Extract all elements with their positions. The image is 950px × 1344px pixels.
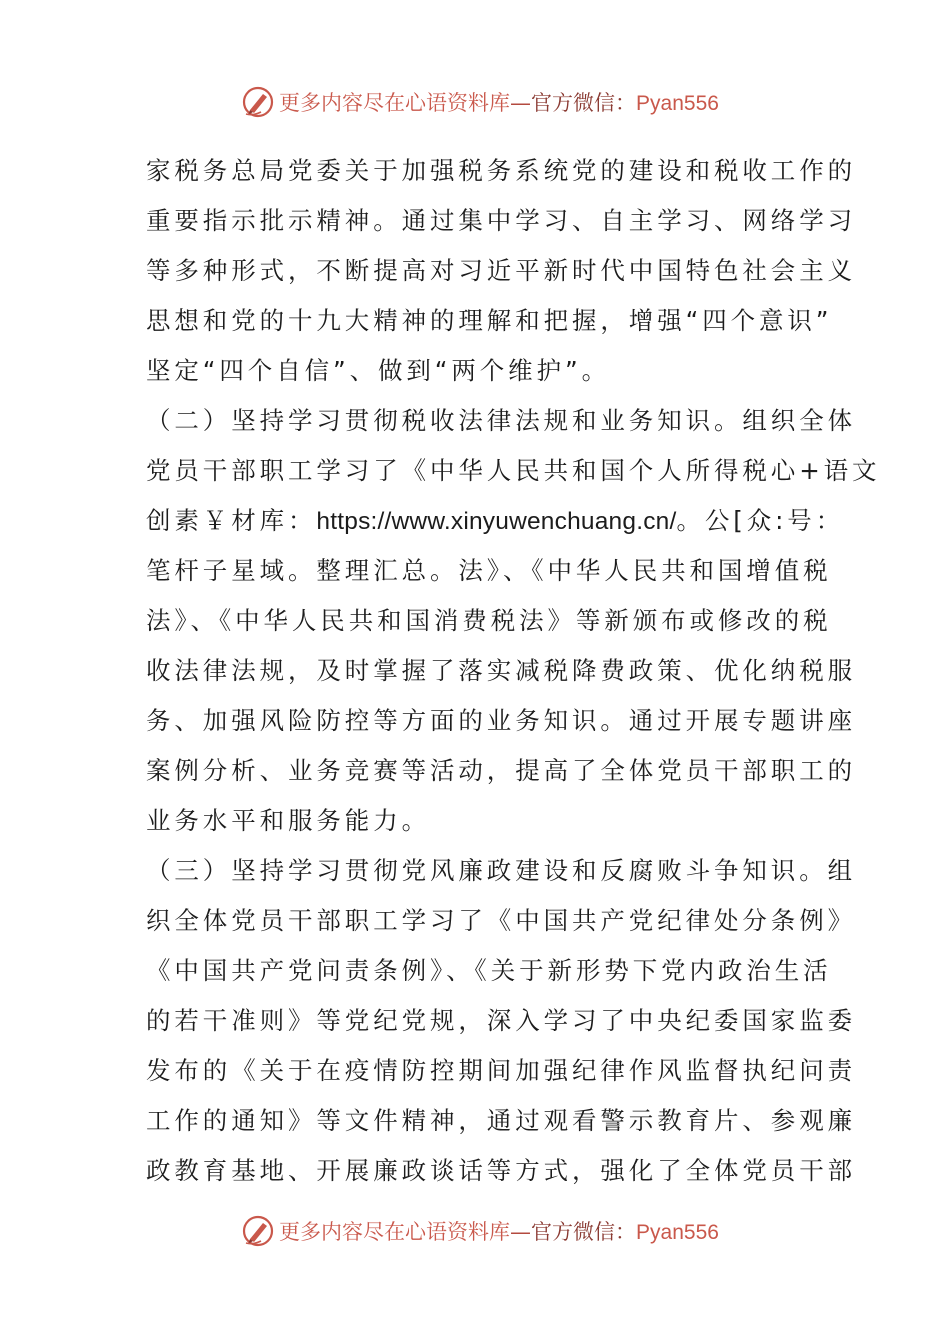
- text-line: 务、加强风险防控等方面的业务知识。通过开展专题讲座: [146, 706, 856, 735]
- text-line: 家税务总局党委关于加强税务系统党的建设和税收工作的: [146, 156, 856, 185]
- header-banner: [0, 82, 950, 122]
- website-link[interactable]: https://www.xinyuwenchuang.cn/: [316, 508, 677, 535]
- header-wechat-id: Pyan556: [636, 92, 719, 115]
- text-line: 党员干部职工学习了《中华人民共和国个人所得税心+语文: [146, 456, 881, 485]
- text-line: 思想和党的十九大精神的理解和把握，增强“四个意识”: [146, 306, 833, 335]
- text-line: 案例分析、业务竞赛等活动，提高了全体党员干部职工的: [146, 756, 856, 785]
- footer-banner: [0, 1211, 950, 1251]
- text-line: （二）坚持学习贯彻税收法律法规和业务知识。组织全体: [146, 406, 856, 435]
- text-line: 重要指示批示精神。通过集中学习、自主学习、网络学习: [146, 206, 856, 235]
- text-line: 政教育基地、开展廉政谈话等方式，强化了全体党员干部: [146, 1156, 856, 1185]
- document-body: [146, 146, 881, 1196]
- text-line: 业务水平和服务能力。: [146, 806, 430, 835]
- text-line: 《中国共产党问责条例》、《关于新形势下党内政治生活: [146, 956, 832, 985]
- footer-wechat-id: Pyan556: [636, 1221, 719, 1244]
- header-dash: —: [510, 91, 532, 115]
- text-line: 坚定“四个自信”、做到“两个维护”。: [146, 356, 610, 385]
- text-line: 笔杆子星域。整理汇总。法》、《中华人民共和国增值税: [146, 556, 832, 585]
- text-line: 收法律法规，及时掌握了落实减税降费政策、优化纳税服: [146, 656, 856, 685]
- text-line: 的若干准则》等党纪党规，深入学习了中央纪委国家监委: [146, 1006, 856, 1035]
- pen-logo-icon: [241, 1214, 275, 1248]
- footer-wechat-label: 官方微信：: [531, 1220, 637, 1244]
- text-line: 织全体党员干部职工学习了《中国共产党纪律处分条例》: [146, 906, 856, 935]
- pen-logo-icon: [241, 85, 275, 119]
- text-line-with-url: [146, 496, 845, 546]
- text-segment: 。公[众:号：: [676, 506, 845, 535]
- text-segment: 创素￥材库：: [146, 506, 317, 535]
- footer-slogan: 更多内容尽在心语资料库: [279, 1220, 511, 1244]
- text-line: 法》、《中华人民共和国消费税法》等新颁布或修改的税: [146, 606, 832, 635]
- text-line: （三）坚持学习贯彻党风廉政建设和反腐败斗争知识。组: [146, 856, 856, 885]
- text-line: 等多种形式，不断提高对习近平新时代中国特色社会主义: [146, 256, 856, 285]
- text-line: 发布的《关于在疫情防控期间加强纪律作风监督执纪问责: [146, 1056, 856, 1085]
- text-line: 工作的通知》等文件精神，通过观看警示教育片、参观廉: [146, 1106, 856, 1135]
- footer-dash: —: [510, 1220, 532, 1244]
- header-slogan: 更多内容尽在心语资料库: [279, 91, 511, 115]
- header-wechat-label: 官方微信：: [531, 91, 637, 115]
